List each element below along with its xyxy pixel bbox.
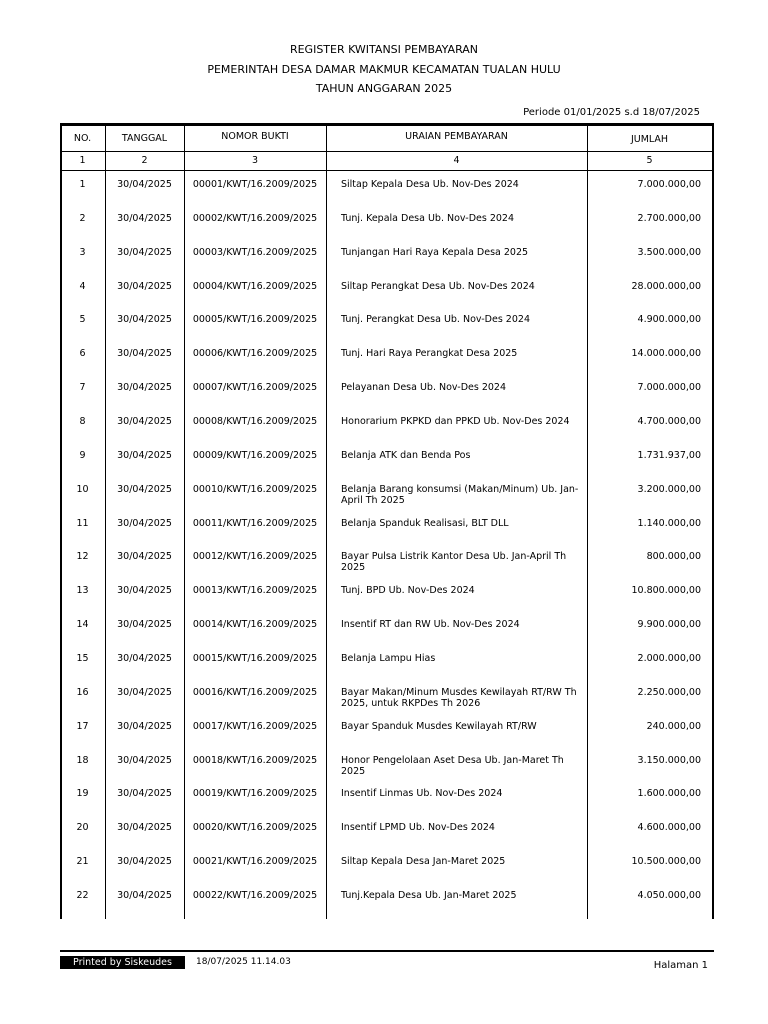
printed-by-badge: Printed by Siskeudes <box>60 956 185 969</box>
table-row <box>60 450 714 484</box>
row-bukti: 00019/KWT/16.2009/2025 <box>192 788 318 800</box>
row-jumlah: 7.000.000,00 <box>637 382 701 394</box>
table-row <box>60 382 714 416</box>
report-period: Periode 01/01/2025 s.d 18/07/2025 <box>523 107 700 118</box>
row-no: 3 <box>79 246 86 258</box>
row-tanggal: 30/04/2025 <box>117 416 172 427</box>
col-number-2: 2 <box>141 155 148 166</box>
table-row <box>60 484 714 518</box>
header-divider <box>60 151 714 152</box>
row-jumlah: 2.250.000,00 <box>637 686 701 698</box>
col-header-uraian: URAIAN PEMBAYARAN <box>405 131 508 142</box>
col-number-1: 1 <box>79 155 86 166</box>
row-tanggal: 30/04/2025 <box>117 449 172 461</box>
row-tanggal: 30/04/2025 <box>117 212 172 224</box>
row-tanggal: 30/04/2025 <box>117 686 172 698</box>
row-uraian: Insentif LPMD Ub. Nov-Des 2024 <box>341 822 495 834</box>
row-no: 13 <box>76 585 89 597</box>
row-tanggal: 30/04/2025 <box>117 314 172 326</box>
row-uraian: Pelayanan Desa Ub. Nov-Des 2024 <box>341 382 507 394</box>
table-row <box>60 856 714 890</box>
row-bukti: 00012/KWT/16.2009/2025 <box>192 551 318 563</box>
table-row <box>60 721 714 755</box>
row-no: 15 <box>76 652 89 664</box>
row-tanggal: 30/04/2025 <box>117 517 172 529</box>
col-number-4: 4 <box>453 155 460 166</box>
row-uraian: Siltap Kepala Desa Jan-Maret 2025 <box>341 856 506 867</box>
table-row <box>60 619 714 653</box>
row-bukti: 00011/KWT/16.2009/2025 <box>192 517 318 529</box>
row-jumlah: 240.000,00 <box>646 720 701 732</box>
table-row <box>60 314 714 348</box>
row-jumlah: 3.200.000,00 <box>637 483 701 495</box>
row-jumlah: 9.900.000,00 <box>637 619 701 630</box>
row-no: 21 <box>76 856 89 867</box>
row-uraian: Insentif RT dan RW Ub. Nov-Des 2024 <box>341 619 520 630</box>
row-bukti: 00001/KWT/16.2009/2025 <box>192 179 318 190</box>
row-uraian: Belanja Lampu Hias <box>341 652 436 664</box>
row-no: 14 <box>76 619 89 630</box>
row-uraian: Tunj. Hari Raya Perangkat Desa 2025 <box>341 348 518 360</box>
col-header-bukti: NOMOR BUKTI <box>221 131 289 142</box>
row-tanggal: 30/04/2025 <box>117 889 172 901</box>
row-no: 7 <box>79 382 86 394</box>
row-jumlah: 10.500.000,00 <box>631 856 701 867</box>
row-no: 19 <box>76 788 89 800</box>
row-tanggal: 30/04/2025 <box>117 856 172 867</box>
row-no: 2 <box>79 212 86 224</box>
col-header-no: NO. <box>73 133 92 144</box>
table-row <box>60 247 714 281</box>
row-uraian: Siltap Perangkat Desa Ub. Nov-Des 2024 <box>341 280 535 292</box>
table-row <box>60 416 714 450</box>
row-tanggal: 30/04/2025 <box>117 754 172 766</box>
table-row <box>60 179 714 213</box>
row-jumlah: 3.150.000,00 <box>637 754 701 766</box>
row-bukti: 00021/KWT/16.2009/2025 <box>192 856 318 867</box>
row-uraian: Tunjangan Hari Raya Kepala Desa 2025 <box>341 246 529 258</box>
row-no: 16 <box>76 686 89 698</box>
row-jumlah: 28.000.000,00 <box>631 280 701 292</box>
row-bukti: 00013/KWT/16.2009/2025 <box>192 585 318 597</box>
report-title: REGISTER KWITANSI PEMBAYARAN <box>289 43 479 56</box>
page-number: Halaman 1 <box>653 960 708 971</box>
table-row <box>60 281 714 315</box>
row-uraian: Honor Pengelolaan Aset Desa Ub. Jan-Maret Th 2025 <box>341 754 564 777</box>
row-jumlah: 2.000.000,00 <box>637 652 701 664</box>
row-tanggal: 30/04/2025 <box>117 246 172 258</box>
table-row <box>60 518 714 552</box>
row-tanggal: 30/04/2025 <box>117 382 172 394</box>
row-no: 22 <box>76 889 89 901</box>
table-row <box>60 788 714 822</box>
row-bukti: 00014/KWT/16.2009/2025 <box>192 619 318 630</box>
row-no: 1 <box>79 179 86 190</box>
printed-timestamp: 18/07/2025 11.14.03 <box>196 957 291 967</box>
row-tanggal: 30/04/2025 <box>117 652 172 664</box>
row-no: 6 <box>79 348 86 360</box>
row-uraian: Tunj. Perangkat Desa Ub. Nov-Des 2024 <box>341 314 530 326</box>
row-jumlah: 1.731.937,00 <box>637 449 701 461</box>
row-uraian: Siltap Kepala Desa Ub. Nov-Des 2024 <box>341 179 519 190</box>
row-no: 4 <box>79 280 86 292</box>
col-header-jumlah: JUMLAH <box>630 134 669 145</box>
row-uraian: Tunj. Kepala Desa Ub. Nov-Des 2024 <box>341 212 515 224</box>
row-bukti: 00016/KWT/16.2009/2025 <box>192 686 318 698</box>
row-tanggal: 30/04/2025 <box>117 788 172 800</box>
table-row <box>60 822 714 856</box>
row-tanggal: 30/04/2025 <box>117 619 172 630</box>
row-uraian: Belanja ATK dan Benda Pos <box>341 449 471 461</box>
table-row <box>60 687 714 721</box>
header-divider <box>60 170 714 171</box>
row-no: 9 <box>79 449 86 461</box>
row-uraian: Bayar Pulsa Listrik Kantor Desa Ub. Jan-April Th 2025 <box>341 551 567 574</box>
table-row <box>60 755 714 789</box>
row-tanggal: 30/04/2025 <box>117 483 172 495</box>
row-uraian: Honorarium PKPKD dan PPKD Ub. Nov-Des 2024 <box>341 416 570 427</box>
row-bukti: 00004/KWT/16.2009/2025 <box>192 280 318 292</box>
row-jumlah: 3.500.000,00 <box>637 246 701 258</box>
row-no: 5 <box>79 314 86 326</box>
row-bukti: 00018/KWT/16.2009/2025 <box>192 754 318 766</box>
row-bukti: 00006/KWT/16.2009/2025 <box>192 348 318 360</box>
table-top-border <box>60 123 714 126</box>
row-uraian: Insentif Linmas Ub. Nov-Des 2024 <box>341 788 503 800</box>
row-bukti: 00009/KWT/16.2009/2025 <box>192 449 318 461</box>
row-uraian: Tunj.Kepala Desa Ub. Jan-Maret 2025 <box>341 889 517 901</box>
table-row <box>60 551 714 585</box>
row-uraian: Tunj. BPD Ub. Nov-Des 2024 <box>341 585 475 597</box>
row-bukti: 00020/KWT/16.2009/2025 <box>192 822 318 834</box>
row-bukti: 00007/KWT/16.2009/2025 <box>192 382 318 394</box>
row-tanggal: 30/04/2025 <box>117 179 172 190</box>
row-jumlah: 7.000.000,00 <box>637 179 701 190</box>
row-uraian: Bayar Spanduk Musdes Kewilayah RT/RW <box>341 720 537 732</box>
row-bukti: 00003/KWT/16.2009/2025 <box>192 246 318 258</box>
table-row <box>60 653 714 687</box>
row-jumlah: 4.700.000,00 <box>637 416 701 427</box>
row-no: 10 <box>76 483 89 495</box>
row-bukti: 00010/KWT/16.2009/2025 <box>192 483 318 495</box>
row-bukti: 00017/KWT/16.2009/2025 <box>192 720 318 732</box>
row-bukti: 00002/KWT/16.2009/2025 <box>192 212 318 224</box>
table-row <box>60 213 714 247</box>
row-uraian: Belanja Spanduk Realisasi, BLT DLL <box>341 517 509 529</box>
row-tanggal: 30/04/2025 <box>117 280 172 292</box>
row-jumlah: 10.800.000,00 <box>631 585 701 597</box>
table-row <box>60 348 714 382</box>
row-no: 11 <box>76 517 89 529</box>
row-tanggal: 30/04/2025 <box>117 551 172 563</box>
row-no: 12 <box>76 551 89 563</box>
row-bukti: 00022/KWT/16.2009/2025 <box>192 889 318 901</box>
row-no: 20 <box>76 822 89 834</box>
footer-divider <box>60 950 714 952</box>
row-no: 17 <box>76 720 89 732</box>
col-header-tanggal: TANGGAL <box>121 133 168 144</box>
col-number-3: 3 <box>251 155 259 166</box>
row-tanggal: 30/04/2025 <box>117 822 172 834</box>
row-jumlah: 1.140.000,00 <box>637 517 701 529</box>
col-number-5: 5 <box>646 155 653 166</box>
row-bukti: 00015/KWT/16.2009/2025 <box>192 652 318 664</box>
row-jumlah: 4.050.000,00 <box>637 889 701 901</box>
row-uraian: Belanja Barang konsumsi (Makan/Minum) Ub. Jan-April Th 2025 <box>341 483 579 506</box>
row-uraian: Bayar Makan/Minum Musdes Kewilayah RT/RW Th 2025, untuk RKPDes Th 2026 <box>341 686 577 709</box>
row-jumlah: 800.000,00 <box>646 551 701 563</box>
row-jumlah: 4.600.000,00 <box>637 822 701 834</box>
table-row <box>60 890 714 924</box>
row-jumlah: 2.700.000,00 <box>637 212 701 224</box>
row-no: 8 <box>79 416 86 427</box>
row-jumlah: 1.600.000,00 <box>637 788 701 800</box>
row-jumlah: 14.000.000,00 <box>631 348 701 360</box>
report-subtitle: PEMERINTAH DESA DAMAR MAKMUR KECAMATAN TUALAN HULU <box>207 63 561 76</box>
row-tanggal: 30/04/2025 <box>117 585 172 597</box>
row-jumlah: 4.900.000,00 <box>637 314 701 326</box>
report-year: TAHUN ANGGARAN 2025 <box>315 82 453 95</box>
row-bukti: 00005/KWT/16.2009/2025 <box>192 314 318 326</box>
row-no: 18 <box>76 754 89 766</box>
row-bukti: 00008/KWT/16.2009/2025 <box>192 416 318 427</box>
row-tanggal: 30/04/2025 <box>117 348 172 360</box>
row-tanggal: 30/04/2025 <box>117 720 172 732</box>
table-row <box>60 585 714 619</box>
